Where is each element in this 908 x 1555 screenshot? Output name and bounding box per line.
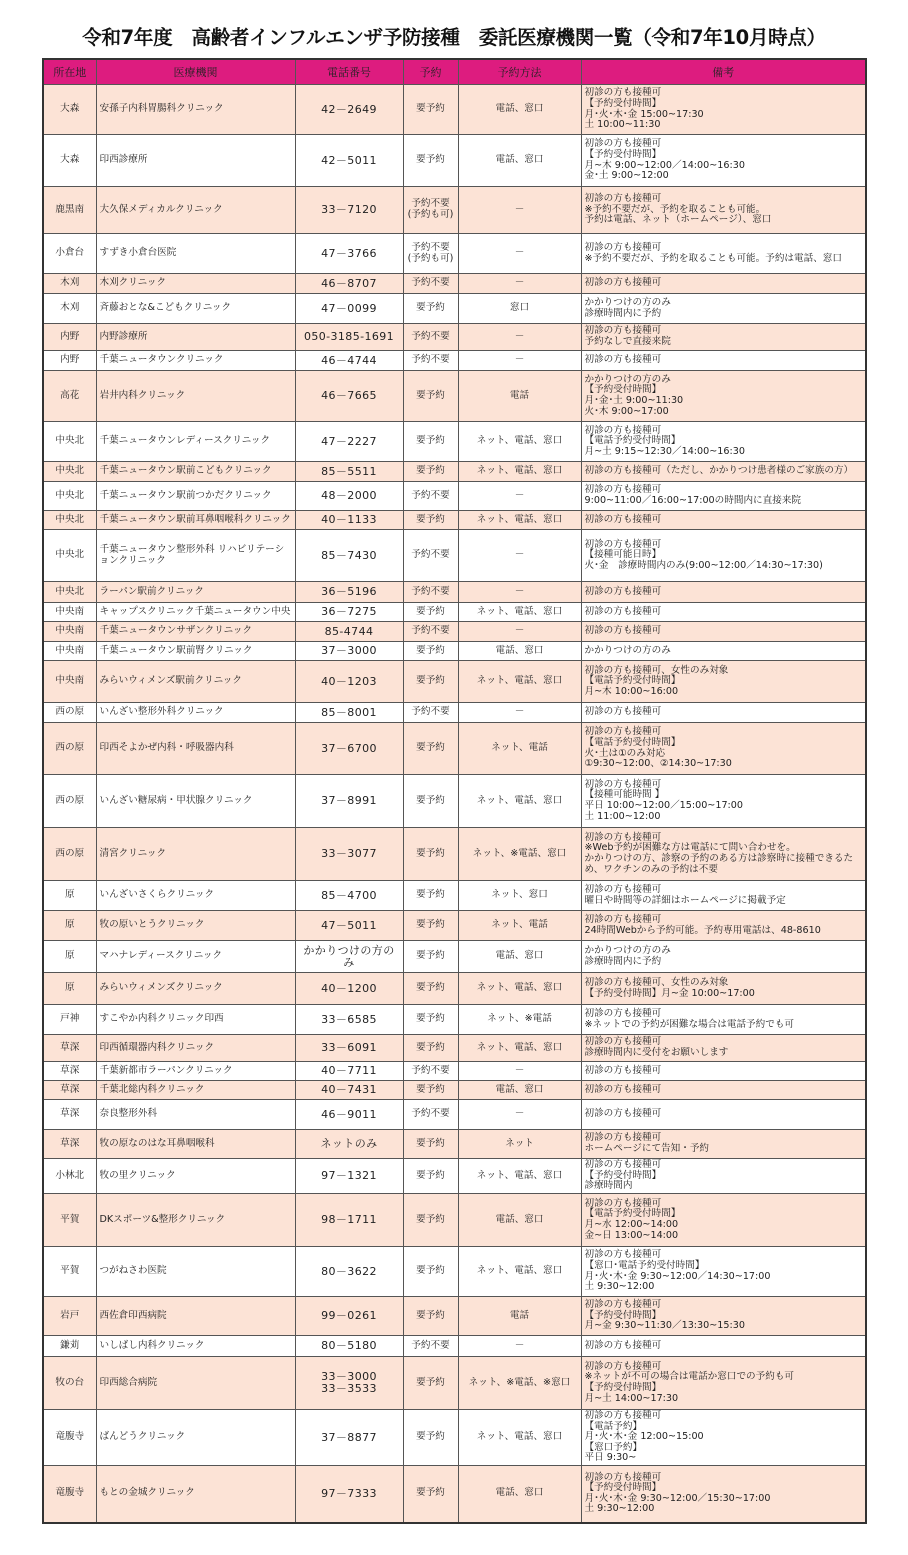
- table-row: [43, 642, 866, 661]
- reservation-cell: 要予約: [403, 294, 458, 324]
- note-cell: 初診の方も接種可 ※ネットが不可の場合は電話か窓口での予約も可 【予約受付時間】 月~土 14:00~17:30: [581, 1357, 866, 1410]
- note-cell: 初診の方も接種可（ただし、かかりつけ患者様のご家族の方）: [581, 462, 866, 482]
- note-cell: 初診の方も接種可 【予約受付時間】 診療時間内: [581, 1159, 866, 1194]
- reservation-cell: 要予約: [403, 371, 458, 422]
- method-cell: 電話: [458, 371, 581, 422]
- note-cell: 初診の方も接種可 ※予約不要だが、予約を取ることも可能。 予約は電話、ネット（ホームページ）、窓口: [581, 187, 866, 234]
- clinic-name-cell: 千葉新都市ラーパンクリニック: [96, 1062, 295, 1081]
- note-cell: 初診の方も接種可、女性のみ対象 【予約受付時間】月~金 10:00~17:00: [581, 973, 866, 1005]
- clinic-name-cell: 内野診療所: [96, 324, 295, 351]
- area-cell: 小倉台: [43, 234, 96, 274]
- method-cell: ネット: [458, 1130, 581, 1159]
- method-cell: 電話、窓口: [458, 941, 581, 973]
- method-cell: ネット、窓口: [458, 881, 581, 911]
- phone-cell: 85-4744: [295, 622, 403, 642]
- phone-cell: 33－6091: [295, 1035, 403, 1062]
- area-cell: 中央北: [43, 582, 96, 603]
- table-row: [43, 462, 866, 482]
- phone-cell: 46－9011: [295, 1100, 403, 1130]
- phone-cell: 85－4700: [295, 881, 403, 911]
- table-header-row: [43, 59, 866, 85]
- note-cell: 初診の方も接種可: [581, 511, 866, 530]
- area-cell: 平賀: [43, 1247, 96, 1297]
- clinic-name-cell: 牧の里クリニック: [96, 1159, 295, 1194]
- note-cell: かかりつけの方のみ: [581, 642, 866, 661]
- method-cell: －: [458, 1336, 581, 1357]
- reservation-cell: 予約不要: [403, 482, 458, 511]
- reservation-cell: 要予約: [403, 642, 458, 661]
- column-header-phone: 電話番号: [295, 59, 403, 85]
- table-row: [43, 422, 866, 462]
- clinic-name-cell: 西佐倉印西病院: [96, 1297, 295, 1336]
- phone-cell: 33－3000 33－3533: [295, 1357, 403, 1410]
- note-cell: 初診の方も接種可 【予約受付時間】 月･火･木･金 15:00~17:30 土 10:00~11:30: [581, 85, 866, 135]
- area-cell: 草深: [43, 1130, 96, 1159]
- table-row: [43, 622, 866, 642]
- table-row: [43, 911, 866, 941]
- note-cell: 初診の方も接種可 ※ネットでの予約が困難な場合は電話予約でも可: [581, 1005, 866, 1035]
- table-row: [43, 85, 866, 135]
- area-cell: 木刈: [43, 294, 96, 324]
- area-cell: 竜腹寺: [43, 1466, 96, 1523]
- method-cell: －: [458, 582, 581, 603]
- clinic-name-cell: ばんどうクリニック: [96, 1410, 295, 1466]
- column-header-notes: 備考: [581, 59, 866, 85]
- area-cell: 鹿黒南: [43, 187, 96, 234]
- reservation-cell: 予約不要 (予約も可): [403, 187, 458, 234]
- reservation-cell: 要予約: [403, 1247, 458, 1297]
- note-cell: 初診の方も接種可 【電話予約】 月･火･木･金 12:00~15:00 【窓口予約】 平日 9:30~: [581, 1410, 866, 1466]
- reservation-cell: 要予約: [403, 85, 458, 135]
- table-row: [43, 274, 866, 294]
- area-cell: 中央北: [43, 422, 96, 462]
- method-cell: －: [458, 274, 581, 294]
- reservation-cell: 要予約: [403, 941, 458, 973]
- area-cell: 草深: [43, 1081, 96, 1100]
- table-row: [43, 1130, 866, 1159]
- table-row: [43, 371, 866, 422]
- clinic-name-cell: 奈良整形外科: [96, 1100, 295, 1130]
- method-cell: ネット、電話、窓口: [458, 603, 581, 622]
- phone-cell: 85－7430: [295, 530, 403, 582]
- clinic-name-cell: いんざいさくらクリニック: [96, 881, 295, 911]
- clinic-name-cell: 斉藤おとな&こどもクリニック: [96, 294, 295, 324]
- reservation-cell: 要予約: [403, 1005, 458, 1035]
- note-cell: かかりつけの方のみ 診療時間内に予約: [581, 941, 866, 973]
- area-cell: 内野: [43, 324, 96, 351]
- note-cell: 初診の方も接種可 【窓口･電話予約受付時間】 月･火･木･金 9:30~12:00／14:30~17:00 土 9:30~12:00: [581, 1247, 866, 1297]
- clinic-name-cell: つがねさわ医院: [96, 1247, 295, 1297]
- table-row: [43, 1062, 866, 1081]
- area-cell: 中央北: [43, 462, 96, 482]
- area-cell: 西の原: [43, 723, 96, 775]
- table-row: [43, 828, 866, 881]
- clinic-name-cell: 千葉ニュータウン整形外科 リハビリテーションクリニック: [96, 530, 295, 582]
- reservation-cell: 要予約: [403, 881, 458, 911]
- clinic-name-cell: 岩井内科クリニック: [96, 371, 295, 422]
- note-cell: かかりつけの方のみ 【予約受付時間】 月･金･土 9:00~11:30 火･木 9:00~17:00: [581, 371, 866, 422]
- reservation-cell: 要予約: [403, 973, 458, 1005]
- note-cell: 初診の方も接種可 【接種可能時間 】 平日 10:00~12:00／15:00~17:00 土 11:00~12:00: [581, 775, 866, 828]
- phone-cell: 37－3000: [295, 642, 403, 661]
- table-row: [43, 603, 866, 622]
- area-cell: 中央北: [43, 530, 96, 582]
- phone-cell: かかりつけの方のみ: [295, 941, 403, 973]
- note-cell: 初診の方も接種可: [581, 703, 866, 723]
- area-cell: 中央北: [43, 511, 96, 530]
- method-cell: ネット、電話、窓口: [458, 661, 581, 703]
- note-cell: かかりつけの方のみ 診療時間内に予約: [581, 294, 866, 324]
- clinic-name-cell: 印西循環器内科クリニック: [96, 1035, 295, 1062]
- area-cell: 鎌苅: [43, 1336, 96, 1357]
- table-row: [43, 1100, 866, 1130]
- phone-cell: 85－5511: [295, 462, 403, 482]
- method-cell: ネット、電話、窓口: [458, 511, 581, 530]
- reservation-cell: 予約不要 (予約も可): [403, 234, 458, 274]
- note-cell: 初診の方も接種可 【予約受付時間】 月~木 9:00~12:00／14:00~16:30 金･土 9:00~12:00: [581, 135, 866, 187]
- clinic-name-cell: 牧の原なのはな耳鼻咽喉科: [96, 1130, 295, 1159]
- method-cell: ネット、電話、窓口: [458, 1035, 581, 1062]
- area-cell: 牧の台: [43, 1357, 96, 1410]
- area-cell: 岩戸: [43, 1297, 96, 1336]
- clinic-name-cell: すこやか内科クリニック印西: [96, 1005, 295, 1035]
- method-cell: ネット、電話: [458, 723, 581, 775]
- method-cell: ネット、電話、窓口: [458, 1159, 581, 1194]
- table-row: [43, 723, 866, 775]
- table-row: [43, 1297, 866, 1336]
- phone-cell: 47－2227: [295, 422, 403, 462]
- reservation-cell: 予約不要: [403, 530, 458, 582]
- method-cell: 電話、窓口: [458, 642, 581, 661]
- area-cell: 中央南: [43, 622, 96, 642]
- clinic-name-cell: 千葉ニュータウンレディースクリニック: [96, 422, 295, 462]
- method-cell: －: [458, 351, 581, 371]
- clinic-name-cell: すずき小倉台医院: [96, 234, 295, 274]
- method-cell: ネット、電話、窓口: [458, 462, 581, 482]
- reservation-cell: 予約不要: [403, 1100, 458, 1130]
- method-cell: －: [458, 703, 581, 723]
- method-cell: ネット、電話、窓口: [458, 1410, 581, 1466]
- note-cell: 初診の方も接種可 予約なしで直接来院: [581, 324, 866, 351]
- table-row: [43, 1247, 866, 1297]
- phone-cell: 98－1711: [295, 1194, 403, 1247]
- table-row: [43, 351, 866, 371]
- clinic-name-cell: 千葉ニュータウンサザンクリニック: [96, 622, 295, 642]
- reservation-cell: 要予約: [403, 1035, 458, 1062]
- method-cell: ネット、電話、窓口: [458, 973, 581, 1005]
- clinic-name-cell: もとの金城クリニック: [96, 1466, 295, 1523]
- area-cell: 戸神: [43, 1005, 96, 1035]
- phone-cell: 37－8877: [295, 1410, 403, 1466]
- area-cell: 大森: [43, 135, 96, 187]
- reservation-cell: 要予約: [403, 828, 458, 881]
- phone-cell: 36－7275: [295, 603, 403, 622]
- note-cell: 初診の方も接種可 曜日や時間等の詳細はホームページに掲載予定: [581, 881, 866, 911]
- clinic-name-cell: DKスポーツ&整形クリニック: [96, 1194, 295, 1247]
- method-cell: ネット、※電話、※窓口: [458, 1357, 581, 1410]
- area-cell: 中央南: [43, 603, 96, 622]
- table-row: [43, 1410, 866, 1466]
- clinic-name-cell: いしばし内科クリニック: [96, 1336, 295, 1357]
- phone-cell: 40－7711: [295, 1062, 403, 1081]
- method-cell: －: [458, 1062, 581, 1081]
- reservation-cell: 要予約: [403, 135, 458, 187]
- clinic-name-cell: 千葉ニュータウンクリニック: [96, 351, 295, 371]
- area-cell: 高花: [43, 371, 96, 422]
- reservation-cell: 要予約: [403, 1194, 458, 1247]
- reservation-cell: 要予約: [403, 1466, 458, 1523]
- clinic-name-cell: 安孫子内科胃腸科クリニック: [96, 85, 295, 135]
- table-row: [43, 1159, 866, 1194]
- reservation-cell: 予約不要: [403, 622, 458, 642]
- table-row: [43, 1005, 866, 1035]
- phone-cell: 80－3622: [295, 1247, 403, 1297]
- reservation-cell: 要予約: [403, 1357, 458, 1410]
- method-cell: 電話、窓口: [458, 1194, 581, 1247]
- note-cell: 初診の方も接種可: [581, 622, 866, 642]
- reservation-cell: 要予約: [403, 462, 458, 482]
- note-cell: 初診の方も接種可、女性のみ対象 【電話予約受付時間】 月~木 10:00~16:00: [581, 661, 866, 703]
- clinic-name-cell: 千葉北総内科クリニック: [96, 1081, 295, 1100]
- table-row: [43, 1194, 866, 1247]
- phone-cell: 33－7120: [295, 187, 403, 234]
- note-cell: 初診の方も接種可 【電話予約受付時間】 月~土 9:15~12:30／14:00~16:30: [581, 422, 866, 462]
- method-cell: ネット、電話、窓口: [458, 1247, 581, 1297]
- table-row: [43, 187, 866, 234]
- note-cell: 初診の方も接種可 【電話予約受付時間】 火･土は①のみ対応 ①9:30~12:00、②14:30~17:30: [581, 723, 866, 775]
- clinic-name-cell: 印西総合病院: [96, 1357, 295, 1410]
- clinic-name-cell: 千葉ニュータウン駅前つかだクリニック: [96, 482, 295, 511]
- reservation-cell: 予約不要: [403, 582, 458, 603]
- area-cell: 中央南: [43, 642, 96, 661]
- clinic-name-cell: マハナレディースクリニック: [96, 941, 295, 973]
- phone-cell: 37－6700: [295, 723, 403, 775]
- note-cell: 初診の方も接種可: [581, 1336, 866, 1357]
- column-header-area: 所在地: [43, 59, 96, 85]
- note-cell: 初診の方も接種可 24時間Webから予約可能。予約専用電話は、48-8610: [581, 911, 866, 941]
- clinic-name-cell: 印西そよかぜ内科・呼吸器内科: [96, 723, 295, 775]
- phone-cell: 37－8991: [295, 775, 403, 828]
- method-cell: －: [458, 324, 581, 351]
- phone-cell: 97－7333: [295, 1466, 403, 1523]
- reservation-cell: 要予約: [403, 911, 458, 941]
- phone-cell: 97－1321: [295, 1159, 403, 1194]
- phone-cell: 47－0099: [295, 294, 403, 324]
- area-cell: 西の原: [43, 703, 96, 723]
- area-cell: 内野: [43, 351, 96, 371]
- phone-cell: 48－2000: [295, 482, 403, 511]
- note-cell: 初診の方も接種可 診療時間内に受付をお願いします: [581, 1035, 866, 1062]
- area-cell: 原: [43, 911, 96, 941]
- reservation-cell: 要予約: [403, 511, 458, 530]
- phone-cell: 40－7431: [295, 1081, 403, 1100]
- table-body: [43, 85, 866, 1523]
- clinic-name-cell: 千葉ニュータウン駅前腎クリニック: [96, 642, 295, 661]
- table-row: [43, 530, 866, 582]
- method-cell: －: [458, 482, 581, 511]
- reservation-cell: 予約不要: [403, 703, 458, 723]
- method-cell: －: [458, 622, 581, 642]
- phone-cell: 42－5011: [295, 135, 403, 187]
- note-cell: 初診の方も接種可: [581, 1062, 866, 1081]
- method-cell: ネット、電話: [458, 911, 581, 941]
- phone-cell: 46－4744: [295, 351, 403, 371]
- method-cell: －: [458, 234, 581, 274]
- note-cell: 初診の方も接種可 【予約受付時間】 月~金 9:30~11:30／13:30~15:30: [581, 1297, 866, 1336]
- reservation-cell: 要予約: [403, 422, 458, 462]
- table-row: [43, 775, 866, 828]
- table-row: [43, 1336, 866, 1357]
- reservation-cell: 要予約: [403, 661, 458, 703]
- area-cell: 草深: [43, 1035, 96, 1062]
- reservation-cell: 予約不要: [403, 1336, 458, 1357]
- note-cell: 初診の方も接種可: [581, 603, 866, 622]
- clinic-name-cell: いんざい糖尿病・甲状腺クリニック: [96, 775, 295, 828]
- clinic-name-cell: キャップスクリニック千葉ニュータウン中央: [96, 603, 295, 622]
- method-cell: 電話、窓口: [458, 1466, 581, 1523]
- area-cell: 大森: [43, 85, 96, 135]
- clinic-name-cell: みらいウィメンズ駅前クリニック: [96, 661, 295, 703]
- phone-cell: 47－3766: [295, 234, 403, 274]
- clinic-name-cell: 大久保メディカルクリニック: [96, 187, 295, 234]
- method-cell: 電話: [458, 1297, 581, 1336]
- clinic-name-cell: 清宮クリニック: [96, 828, 295, 881]
- reservation-cell: 予約不要: [403, 324, 458, 351]
- note-cell: 初診の方も接種可 9:00~11:00／16:00~17:00の時間内に直接来院: [581, 482, 866, 511]
- area-cell: 木刈: [43, 274, 96, 294]
- area-cell: 平賀: [43, 1194, 96, 1247]
- table-row: [43, 703, 866, 723]
- clinic-name-cell: いんざい整形外科クリニック: [96, 703, 295, 723]
- note-cell: 初診の方も接種可 【電話予約受付時間】 月~水 12:00~14:00 金~日 13:00~14:00: [581, 1194, 866, 1247]
- phone-cell: 33－3077: [295, 828, 403, 881]
- method-cell: ネット、電話、窓口: [458, 775, 581, 828]
- reservation-cell: 要予約: [403, 775, 458, 828]
- phone-cell: 99－0261: [295, 1297, 403, 1336]
- method-cell: ネット、※電話: [458, 1005, 581, 1035]
- table-row: [43, 294, 866, 324]
- method-cell: ネット、※電話、窓口: [458, 828, 581, 881]
- area-cell: 中央北: [43, 482, 96, 511]
- clinic-name-cell: 牧の原いとうクリニック: [96, 911, 295, 941]
- reservation-cell: 要予約: [403, 723, 458, 775]
- column-header-method: 予約方法: [458, 59, 581, 85]
- table-row: [43, 1035, 866, 1062]
- phone-cell: 40－1203: [295, 661, 403, 703]
- method-cell: ネット、電話、窓口: [458, 422, 581, 462]
- column-header-clinic: 医療機関: [96, 59, 295, 85]
- note-cell: 初診の方も接種可: [581, 582, 866, 603]
- clinic-table: [42, 58, 867, 1524]
- table-row: [43, 324, 866, 351]
- method-cell: 電話、窓口: [458, 135, 581, 187]
- table-row: [43, 135, 866, 187]
- method-cell: 電話、窓口: [458, 85, 581, 135]
- reservation-cell: 予約不要: [403, 351, 458, 371]
- note-cell: 初診の方も接種可 【予約受付時間】 月･火･木･金 9:30~12:00／15:30~17:00 土 9:30~12:00: [581, 1466, 866, 1523]
- table-row: [43, 582, 866, 603]
- clinic-name-cell: 千葉ニュータウン駅前耳鼻咽喉科クリニック: [96, 511, 295, 530]
- phone-cell: 47－5011: [295, 911, 403, 941]
- reservation-cell: 要予約: [403, 1410, 458, 1466]
- clinic-name-cell: 千葉ニュータウン駅前こどもクリニック: [96, 462, 295, 482]
- phone-cell: 80－5180: [295, 1336, 403, 1357]
- column-header-reservation: 予約: [403, 59, 458, 85]
- phone-cell: 36－5196: [295, 582, 403, 603]
- method-cell: －: [458, 1100, 581, 1130]
- phone-cell: 40－1133: [295, 511, 403, 530]
- clinic-name-cell: みらいウィメンズクリニック: [96, 973, 295, 1005]
- method-cell: 電話、窓口: [458, 1081, 581, 1100]
- phone-cell: 46－8707: [295, 274, 403, 294]
- area-cell: 西の原: [43, 828, 96, 881]
- table-row: [43, 973, 866, 1005]
- page-title: 令和7年度 高齢者インフルエンザ予防接種 委託医療機関一覧（令和7年10月時点）: [82, 26, 826, 49]
- phone-cell: 85－8001: [295, 703, 403, 723]
- area-cell: 草深: [43, 1062, 96, 1081]
- table-row: [43, 234, 866, 274]
- phone-cell: 46－7665: [295, 371, 403, 422]
- area-cell: 竜腹寺: [43, 1410, 96, 1466]
- table-row: [43, 881, 866, 911]
- reservation-cell: 要予約: [403, 1297, 458, 1336]
- table-row: [43, 482, 866, 511]
- clinic-name-cell: 木刈クリニック: [96, 274, 295, 294]
- reservation-cell: 要予約: [403, 603, 458, 622]
- note-cell: 初診の方も接種可 ※予約不要だが、予約を取ることも可能。予約は電話、窓口: [581, 234, 866, 274]
- reservation-cell: 要予約: [403, 1081, 458, 1100]
- reservation-cell: 要予約: [403, 1130, 458, 1159]
- area-cell: 草深: [43, 1100, 96, 1130]
- area-cell: 中央南: [43, 661, 96, 703]
- method-cell: 窓口: [458, 294, 581, 324]
- area-cell: 原: [43, 973, 96, 1005]
- phone-cell: 40－1200: [295, 973, 403, 1005]
- phone-cell: 42－2649: [295, 85, 403, 135]
- note-cell: 初診の方も接種可: [581, 1100, 866, 1130]
- note-cell: 初診の方も接種可: [581, 1081, 866, 1100]
- clinic-name-cell: ラーパン駅前クリニック: [96, 582, 295, 603]
- method-cell: －: [458, 530, 581, 582]
- phone-cell: 050-3185-1691: [295, 324, 403, 351]
- table-row: [43, 1357, 866, 1410]
- note-cell: 初診の方も接種可: [581, 274, 866, 294]
- clinic-name-cell: 印西診療所: [96, 135, 295, 187]
- table-row: [43, 941, 866, 973]
- area-cell: 原: [43, 881, 96, 911]
- note-cell: 初診の方も接種可 ※Web予約が困難な方は電話にて問い合わせを。 かかりつけの方、診察の予約のある方は診察時に接種できるため、ワクチンのみの予約は不要: [581, 828, 866, 881]
- phone-cell: ネットのみ: [295, 1130, 403, 1159]
- note-cell: 初診の方も接種可: [581, 351, 866, 371]
- reservation-cell: 予約不要: [403, 1062, 458, 1081]
- table-row: [43, 511, 866, 530]
- table-row: [43, 1081, 866, 1100]
- note-cell: 初診の方も接種可 【接種可能日時】 火･金 診療時間内のみ(9:00~12:00／14:30~17:30): [581, 530, 866, 582]
- phone-cell: 33－6585: [295, 1005, 403, 1035]
- table-row: [43, 1466, 866, 1523]
- table-row: [43, 661, 866, 703]
- area-cell: 小林北: [43, 1159, 96, 1194]
- area-cell: 西の原: [43, 775, 96, 828]
- method-cell: －: [458, 187, 581, 234]
- reservation-cell: 予約不要: [403, 274, 458, 294]
- note-cell: 初診の方も接種可 ホームページにて告知・予約: [581, 1130, 866, 1159]
- area-cell: 原: [43, 941, 96, 973]
- reservation-cell: 要予約: [403, 1159, 458, 1194]
